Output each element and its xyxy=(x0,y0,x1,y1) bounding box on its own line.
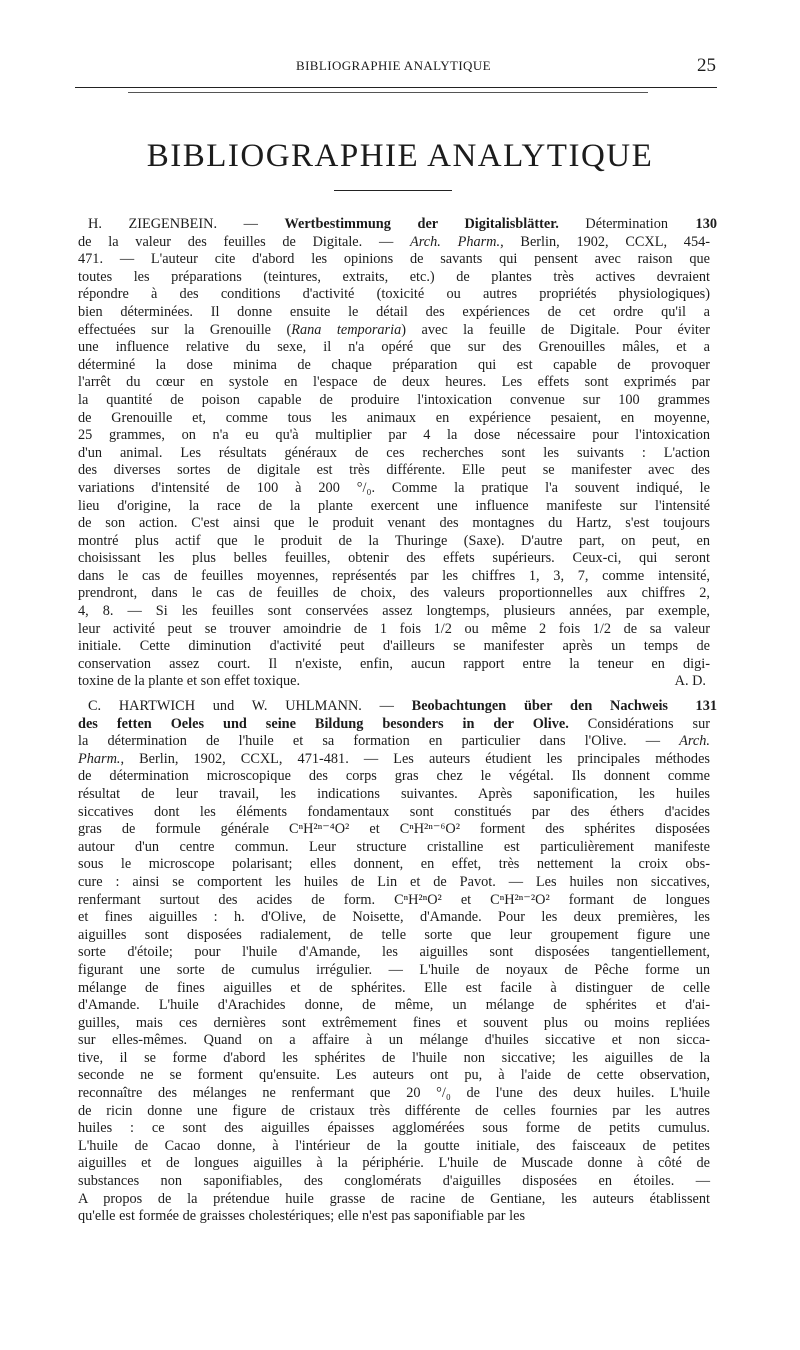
running-title: BIBLIOGRAPHIE ANALYTIQUE xyxy=(296,58,491,73)
text-line: l'arrêt du cœur en systole en l'espace de deux heures. Les effets sont exprimés par xyxy=(78,374,710,391)
entry-number: 131 xyxy=(695,698,717,714)
text-line: initiale. Cette diminution d'activité peut d'ailleurs se manifester après un temps de xyxy=(78,638,710,655)
text-line: effectuées sur la Grenouille (Rana temporaria) avec la feuille de Digitale. Pour éviter xyxy=(78,321,710,338)
text-line: figurant une sorte de cumulus irrégulier. — L'huile de noyaux de Pêche forme un xyxy=(78,961,710,978)
text-line: gras de formule générale CⁿH²ⁿ⁻⁴O² et CⁿH²ⁿ⁻⁶O² forment des sphérites disposées xyxy=(78,821,710,838)
text-line: lieu d'origine, la race de la plante exercent une influence manifeste sur l'intensité xyxy=(78,497,710,514)
section-title: BIBLIOGRAPHIE ANALYTIQUE xyxy=(146,138,654,174)
entry-number: 130 xyxy=(695,216,717,232)
text-line: autour d'un centre commun. Leur structure cristalline est particulièrement manifeste xyxy=(78,838,710,855)
text-line: la quantité de poison capable de produire l'intoxication convenue sur 100 grammes xyxy=(78,391,710,408)
text-line: reconnaître des mélanges ne renfermant que 20 °/₀ de l'une des deux huiles. L'huile xyxy=(78,1085,710,1102)
text-line: variations d'intensité de 100 à 200 °/₀. Comme la pratique l'a souvent indiqué, le xyxy=(78,479,710,496)
text-line: bien déterminées. Il donne ensuite le détail des expériences de cet ordre qu'il a xyxy=(78,303,710,320)
text-line: 4, 8. — Si les feuilles sont conservées assez longtemps, plusieurs années, par exemple, xyxy=(78,603,710,620)
text-line: siccatives dont les éléments fondamentaux sont constitués par des éthers d'acides xyxy=(78,803,710,820)
header-rule-secondary xyxy=(128,92,648,93)
text-line: huiles : ce sont des aiguilles épaisses agglomérées sous forme de petits cumulus. xyxy=(78,1120,710,1137)
text-line: H. ZIEGENBEIN. — Wertbestimmung der Digitalisblätter. Détermination 130 xyxy=(88,216,717,232)
bibliography-entry-130 xyxy=(78,216,717,691)
text-line: choisissant les plus belles feuilles, obtenir des effets supérieurs. Ceux-ci, qui seront xyxy=(78,550,710,567)
text-line: C. HARTWICH und W. UHLMANN. — Beobachtungen über den Nachweis 131 xyxy=(88,698,717,714)
text-line: des fetten Oeles und seine Bildung besonders in der Olive. Considérations sur xyxy=(78,715,710,732)
text-line: de détermination microscopique des corps gras chez le végétal. Ils donnent comme xyxy=(78,768,710,785)
text-line: conservation assez court. Il n'existe, enfin, aucun rapport entre la teneur en digi- xyxy=(78,655,710,672)
text-line: qu'elle est formée de graisses cholestériques; elle n'est pas saponifiable par les xyxy=(78,1208,526,1225)
text-line: d'Amande. L'huile d'Arachides donne, de même, un mélange de sphérites et d'ai- xyxy=(78,997,710,1014)
text-line: une influence relative du sexe, il n'a opéré que sur des Grenouilles mâles, et a xyxy=(78,339,710,356)
running-head xyxy=(75,55,716,80)
text-line: sorte d'étoile; pour l'huile d'Amande, les aiguilles sont disposées tangentiellement, xyxy=(78,944,710,961)
text-line: et fines aiguilles : h. d'Olive, de Noisette, d'Amande. Pour les deux premières, les xyxy=(78,909,710,926)
text-line: leur activité peut se trouver amoindrie de 1 fois 1/2 ou même 2 fois 1/2 de sa valeur xyxy=(78,620,710,637)
header-rule xyxy=(75,87,717,88)
text-line: mélange de fines aiguilles et de sphérites. Elle est facile à distinguer de celle xyxy=(78,979,710,996)
text-line: déterminé la dose minima de chaque préparation qui est capable de provoquer xyxy=(78,356,710,373)
text-line: toutes les préparations (teintures, extraits, etc.) de plantes très actives devraient xyxy=(78,268,710,285)
text-line: aiguilles et de longues aiguilles à la périphérie. L'huile de Muscade donne à côté de xyxy=(78,1155,710,1172)
text-line: 471. — L'auteur cite d'abord les opinions de savants qui pensent avec raison que xyxy=(78,251,710,268)
text-line: des diverses sortes de digitale est très différente. Elle peut se manifester avec des xyxy=(78,462,710,479)
text-line: de la valeur des feuilles de Digitale. — Arch. Pharm., Berlin, 1902, CCXL, 454- xyxy=(78,233,711,250)
page-number: 25 xyxy=(697,55,716,76)
text-line: montré plus actif que le produit de la Thuringe (Saxe). D'autre part, on peut, en xyxy=(78,532,710,549)
text-line: Pharm., Berlin, 1902, CCXL, 471-481. — Les auteurs étudient les principales méthodes xyxy=(78,750,710,767)
title-rule xyxy=(334,190,452,191)
text-line: de son action. C'est ainsi que le produit venant des montagnes du Hartz, s'est toujours xyxy=(78,515,710,532)
text-line: tive, il se forme d'abord les sphérites de l'huile non siccative; les aiguilles de la xyxy=(78,1049,710,1066)
text-line: L'huile de Cacao donne, à l'intérieur de la goutte initiale, des faisceaux de petites xyxy=(78,1137,710,1154)
bibliography-entry-131 xyxy=(78,698,717,1226)
text-line: renfermant surtout des acides de form. CⁿH²ⁿO² et CⁿH²ⁿ⁻²O² formant de longues xyxy=(78,891,710,908)
text-line: dans le cas de feuilles moyennes, représentés par les chiffres 1, 3, 7, comme intensité, xyxy=(78,567,710,584)
text-line: de ricin donne une figure de cristaux très différente de celles fournies par les autres xyxy=(78,1102,710,1119)
text-line: d'un animal. Les résultats généraux de ces recherches sont les suivants : L'action xyxy=(78,444,710,461)
text-line: guilles, mais ces dernières sont extrêmement fines et souvent plus ou moins repliées xyxy=(78,1014,710,1031)
text-line: sous le microscope polarisant; elles donnent, en effet, très nettement la croix obs- xyxy=(78,856,710,873)
text-line: seconde ne se forment qu'ensuite. Les auteurs ont pu, à l'aide de cette observation, xyxy=(78,1067,710,1084)
text-line: aiguilles sont disposées radialement, de telle sorte que leur groupement figure une xyxy=(78,926,710,943)
text-line: la détermination de l'huile et sa formation en particulier dans l'Olive. — Arch. xyxy=(78,733,710,750)
text-line: résultat de leur travail, les indications suivantes. Après saponification, les huiles xyxy=(78,785,710,802)
text-line: 25 grammes, on n'a eu qu'à multiplier par 4 la dose nécessaire pour l'intoxication xyxy=(78,427,710,444)
text-line: répondre à des conditions d'activité (toxicité ou autres propriétés physiologiques) xyxy=(78,286,710,303)
author-signature: A. D. xyxy=(674,673,706,690)
text-line: substances non saponifiables, des conglomérats d'aiguilles disposées en étoiles. — xyxy=(78,1173,710,1190)
text-line: toxine de la plante et son effet toxique. A. D. xyxy=(78,673,706,690)
text-line: cure : ainsi se comportent les huiles de Lin et de Pavot. — Les huiles non siccatives, xyxy=(78,873,710,890)
text-line: sur elles-mêmes. Quand on a affaire à un mélange d'huiles siccative et non sicca- xyxy=(78,1032,710,1049)
text-line: prendront, dans le cas de feuilles de choix, des valeurs proportionnelles aux chiffres 2, xyxy=(78,585,710,602)
text-line: de Grenouille et, comme tous les animaux en expérience pesaient, en moyenne, xyxy=(78,409,710,426)
text-line: A propos de la prétendue huile grasse de racine de Gentiane, les auteurs établissent xyxy=(78,1190,710,1207)
